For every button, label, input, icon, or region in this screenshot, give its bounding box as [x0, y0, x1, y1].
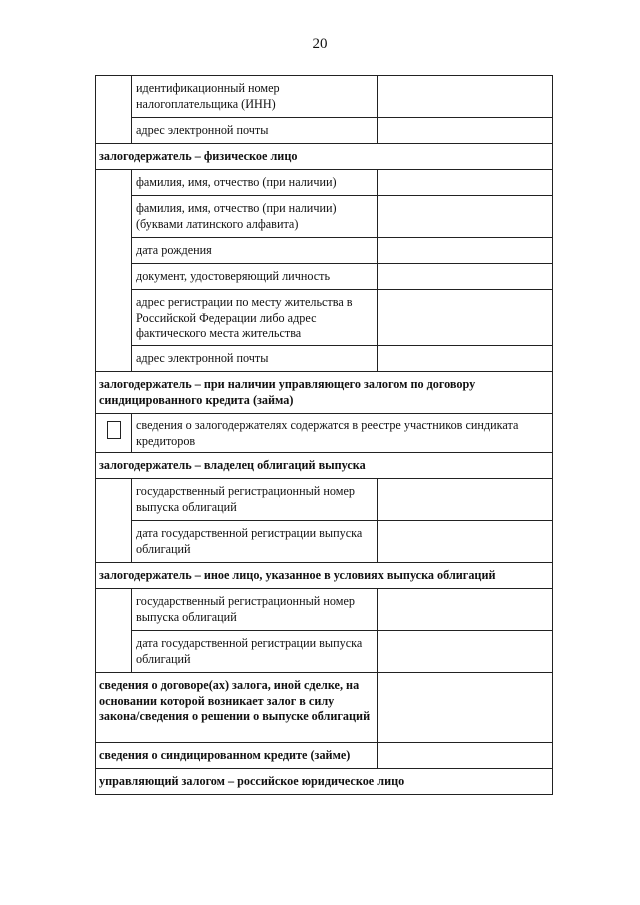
indent-cell	[96, 76, 132, 144]
section-syndicated-manager-header: залогодержатель – при наличии управляющего залогом по договору синдицированного кредита (займа)	[96, 372, 553, 414]
full-name-latin-label: фамилия, имя, отчество (при наличии) (буквами латинского алфавита)	[132, 196, 378, 238]
address-label: адрес регистрации по месту жительства в Российской Федерации либо адрес фактического места жительства	[132, 290, 378, 346]
pledge-notice-form-table	[95, 75, 553, 795]
syndicated-credit-value-field[interactable]	[378, 743, 553, 769]
full-name-value-field[interactable]	[378, 170, 553, 196]
bond-reg-number-label: государственный регистрационный номер выпуска облигаций	[132, 589, 378, 631]
address-value-field[interactable]	[378, 290, 553, 346]
id-document-value-field[interactable]	[378, 264, 553, 290]
full-name-label: фамилия, имя, отчество (при наличии)	[132, 170, 378, 196]
section-bond-owner-header: залогодержатель – владелец облигаций выпуска	[96, 453, 553, 479]
bond-reg-date-value-field[interactable]	[378, 631, 553, 673]
indent-cell	[96, 589, 132, 673]
syndicate-registry-text: сведения о залогодержателях содержатся в реестре участников синдиката кредиторов	[132, 414, 553, 453]
pledge-agreement-label: сведения о договоре(ах) залога, иной сделке, на основании которой возникает залог в силу закона/сведения о решении о выпуске облигаций	[96, 673, 378, 743]
indent-cell	[96, 479, 132, 563]
section-manager-legal-entity-header: управляющий залогом – российское юридическое лицо	[96, 769, 553, 795]
bond-reg-number-value-field[interactable]	[378, 589, 553, 631]
bond-reg-date-label: дата государственной регистрации выпуска облигаций	[132, 521, 378, 563]
id-document-label: документ, удостоверяющий личность	[132, 264, 378, 290]
syndicate-registry-checkbox-cell[interactable]	[96, 414, 132, 453]
section-individual-header: залогодержатель – физическое лицо	[96, 144, 553, 170]
syndicated-credit-label: сведения о синдицированном кредите (займе)	[96, 743, 378, 769]
bond-reg-number-label: государственный регистрационный номер выпуска облигаций	[132, 479, 378, 521]
email-label: адрес электронной почты	[132, 118, 378, 144]
birth-date-label: дата рождения	[132, 238, 378, 264]
pledge-agreement-value-field[interactable]	[378, 673, 553, 743]
bond-reg-number-value-field[interactable]	[378, 479, 553, 521]
indent-cell	[96, 170, 132, 372]
bond-reg-date-value-field[interactable]	[378, 521, 553, 563]
full-name-latin-value-field[interactable]	[378, 196, 553, 238]
syndicate-registry-checkbox[interactable]	[107, 421, 121, 439]
bond-reg-date-label: дата государственной регистрации выпуска облигаций	[132, 631, 378, 673]
inn-label: идентификационный номер налогоплательщика (ИНН)	[132, 76, 378, 118]
inn-value-field[interactable]	[378, 76, 553, 118]
section-other-person-header: залогодержатель – иное лицо, указанное в условиях выпуска облигаций	[96, 563, 553, 589]
email-label: адрес электронной почты	[132, 346, 378, 372]
page-number: 20	[312, 36, 328, 52]
email-value-field[interactable]	[378, 118, 553, 144]
birth-date-value-field[interactable]	[378, 238, 553, 264]
email-value-field[interactable]	[378, 346, 553, 372]
